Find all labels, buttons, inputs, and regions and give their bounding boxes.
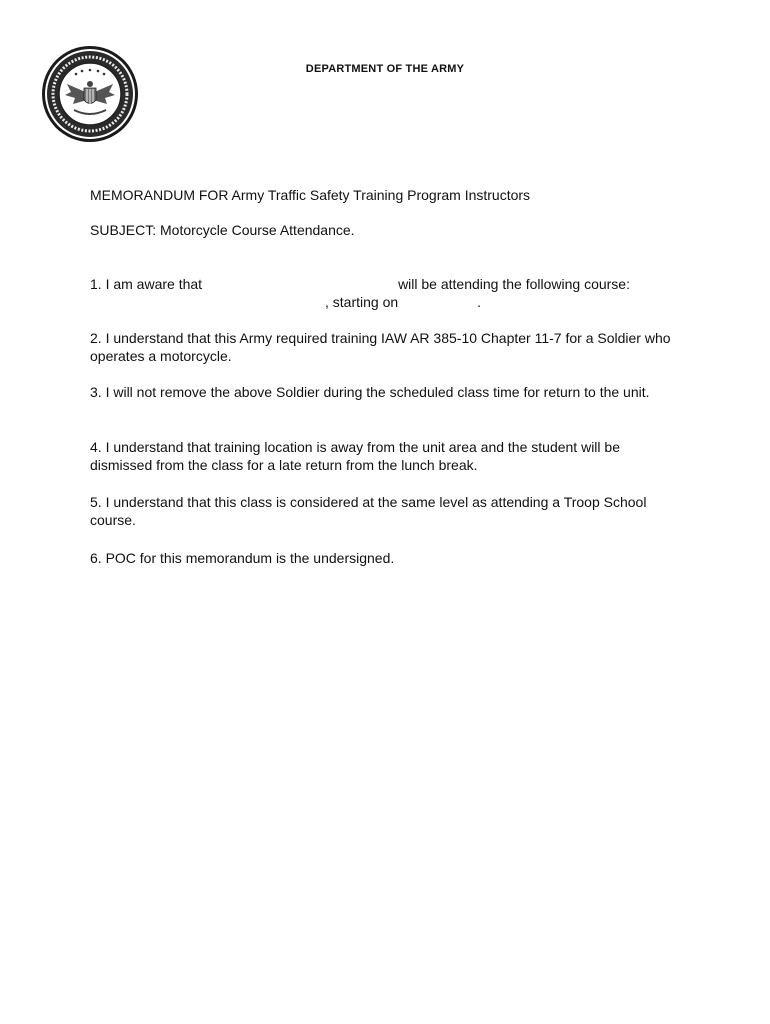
paragraph-1-starting-text: , starting on [325, 294, 399, 310]
memorandum-for-line: MEMORANDUM FOR Army Traffic Safety Training Program Instructors [90, 187, 531, 203]
paragraph-6: 6. POC for this memorandum is the undersigned. [90, 550, 395, 566]
paragraph-2: 2. I understand that this Army required training IAW AR 385-10 Chapter 11-7 for a Soldier who operates a motorcycle. [90, 330, 671, 364]
department-heading: DEPARTMENT OF THE ARMY [305, 63, 465, 75]
paragraph-1-lead: 1. I am aware that [90, 276, 203, 292]
paragraph-1-period: . [477, 294, 482, 310]
paragraph-5: 5. I understand that this class is considered at the same level as attending a Troop School course. [90, 494, 647, 528]
paragraph-1 [90, 275, 680, 311]
subject-line: SUBJECT: Motorcycle Course Attendance. [90, 222, 355, 238]
paragraph-1-course-text: will be attending the following course: [398, 276, 630, 292]
paragraph-4: 4. I understand that training location is away from the unit area and the student will be dismissed from the class for a late return from the lunch break. [90, 439, 620, 473]
paragraph-3: 3. I will not remove the above Soldier during the scheduled class time for return to the unit. [90, 384, 650, 400]
department-of-defense-seal-icon [40, 44, 140, 144]
